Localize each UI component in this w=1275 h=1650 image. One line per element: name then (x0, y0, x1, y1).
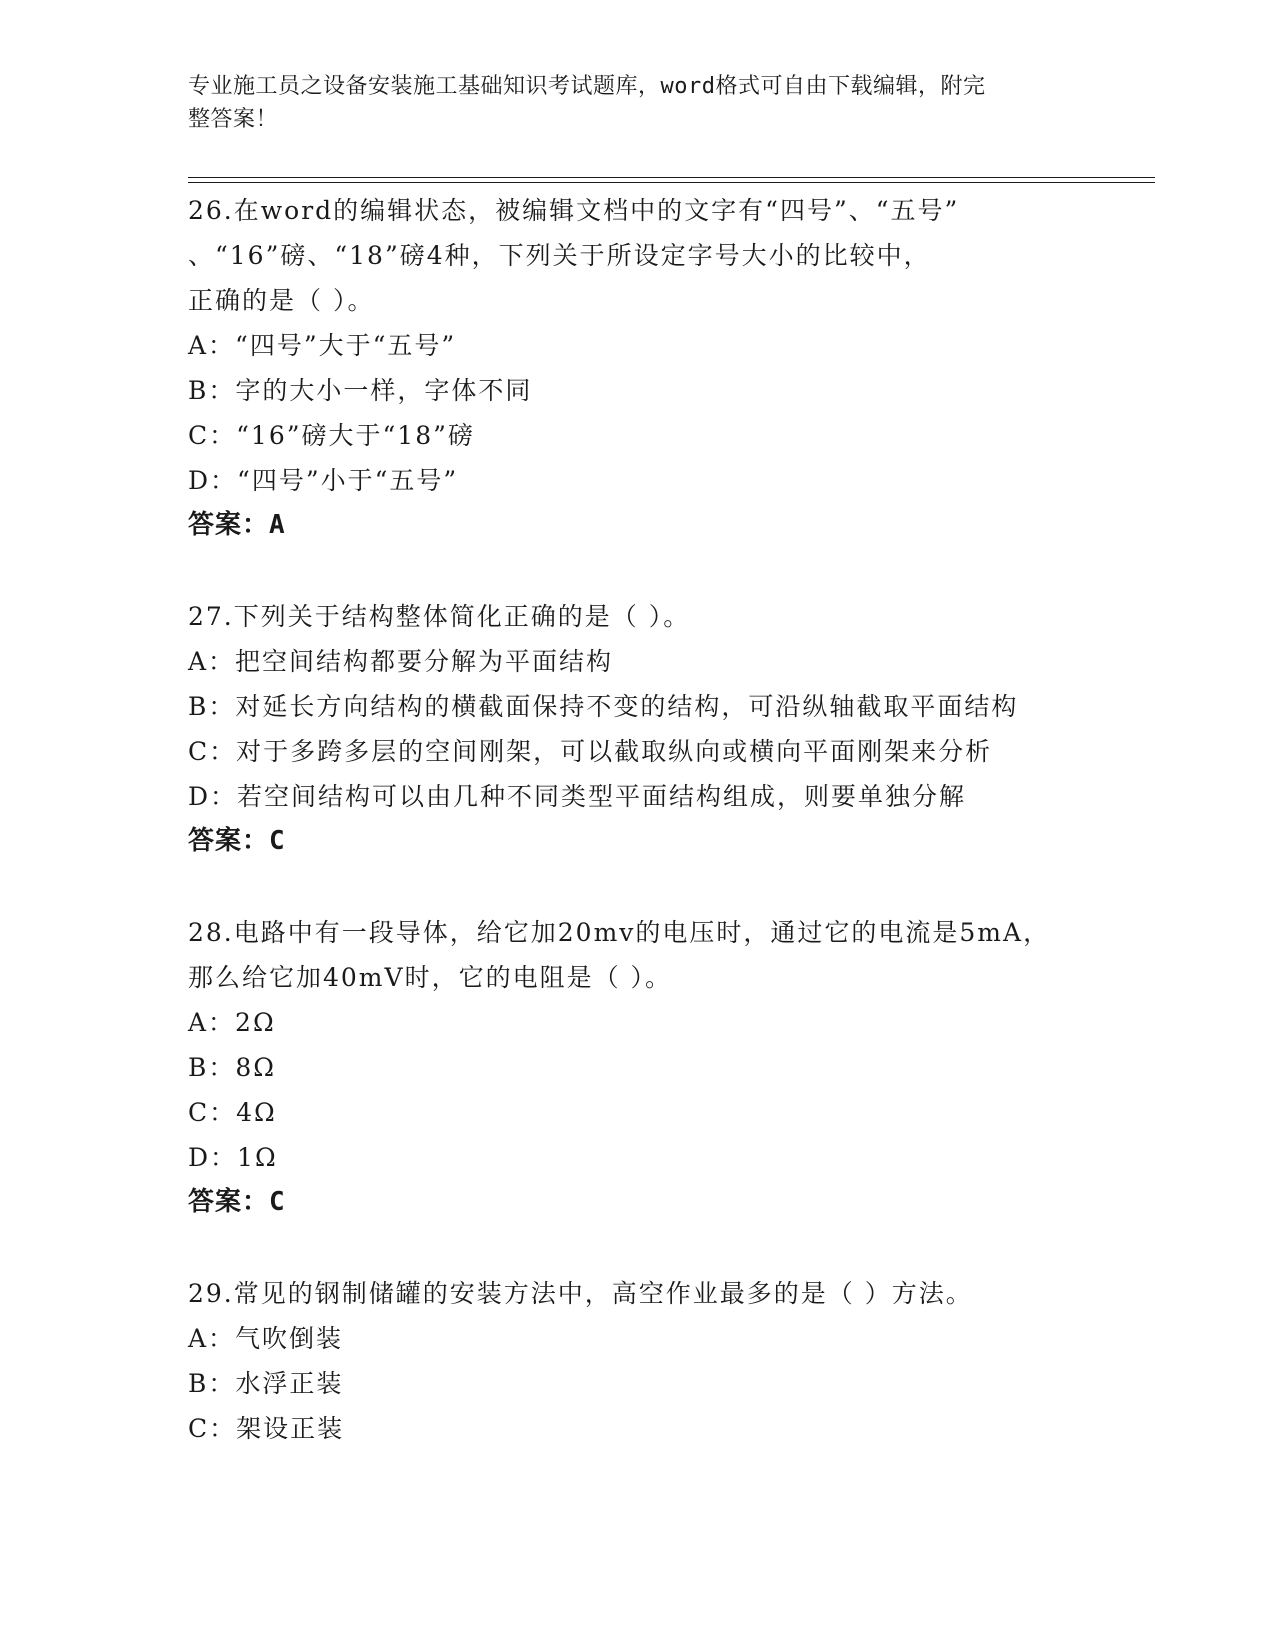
question-29 (188, 1271, 1088, 1451)
option-b: B：8Ω (188, 1053, 277, 1082)
answer-label: 答案：C (188, 826, 286, 856)
option-a: A：2Ω (188, 1008, 276, 1037)
question-stem-line: 28.电路中有一段导体，给它加20mv的电压时，通过它的电流是5mA， (188, 918, 1051, 947)
question-28 (188, 910, 1088, 1225)
answer-label: 答案：C (188, 1187, 286, 1217)
option-c: C：4Ω (188, 1098, 277, 1127)
question-stem-line: 29.常见的钢制储罐的安装方法中，高空作业最多的是（ ）方法。 (188, 1279, 973, 1308)
question-stem-line: 、“16”磅、“18”磅4种，下列关于所设定字号大小的比较中， (188, 241, 931, 270)
question-stem-line: 那么给它加40mV时，它的电阻是（ ）。 (188, 963, 673, 992)
option-b: B：对延长方向结构的横截面保持不变的结构，可沿纵轴截取平面结构 (188, 692, 1019, 721)
option-c: C：“16”磅大于“18”磅 (188, 421, 475, 450)
question-list (188, 188, 1088, 1497)
question-stem-line: 正确的是（ ）。 (188, 286, 375, 315)
document-header (188, 70, 1068, 136)
answer-label: 答案：A (188, 510, 286, 540)
option-d: D：“四号”小于“五号” (188, 466, 459, 495)
question-stem-line: 27.下列关于结构整体简化正确的是（ ）。 (188, 602, 691, 631)
header-divider-bottom (188, 182, 1155, 183)
option-d: D：1Ω (188, 1143, 278, 1172)
option-d: D：若空间结构可以由几种不同类型平面结构组成，则要单独分解 (188, 782, 967, 811)
option-a: A：气吹倒装 (188, 1324, 344, 1353)
option-b: B：水浮正装 (188, 1369, 344, 1398)
header-line: 整答案！ (188, 107, 279, 132)
option-c: C：架设正装 (188, 1414, 345, 1443)
question-26 (188, 188, 1088, 548)
question-stem-line: 26.在word的编辑状态，被编辑文档中的文字有“四号”、“五号” (188, 196, 960, 225)
option-a: A：把空间结构都要分解为平面结构 (188, 647, 614, 676)
option-a: A：“四号”大于“五号” (188, 331, 457, 360)
header-line: 专业施工员之设备安装施工基础知识考试题库，word格式可自由下载编辑，附完 (188, 74, 986, 99)
option-c: C：对于多跨多层的空间刚架，可以截取纵向或横向平面刚架来分析 (188, 737, 993, 766)
header-divider-top (188, 177, 1155, 178)
question-27 (188, 594, 1088, 864)
option-b: B：字的大小一样，字体不同 (188, 376, 533, 405)
